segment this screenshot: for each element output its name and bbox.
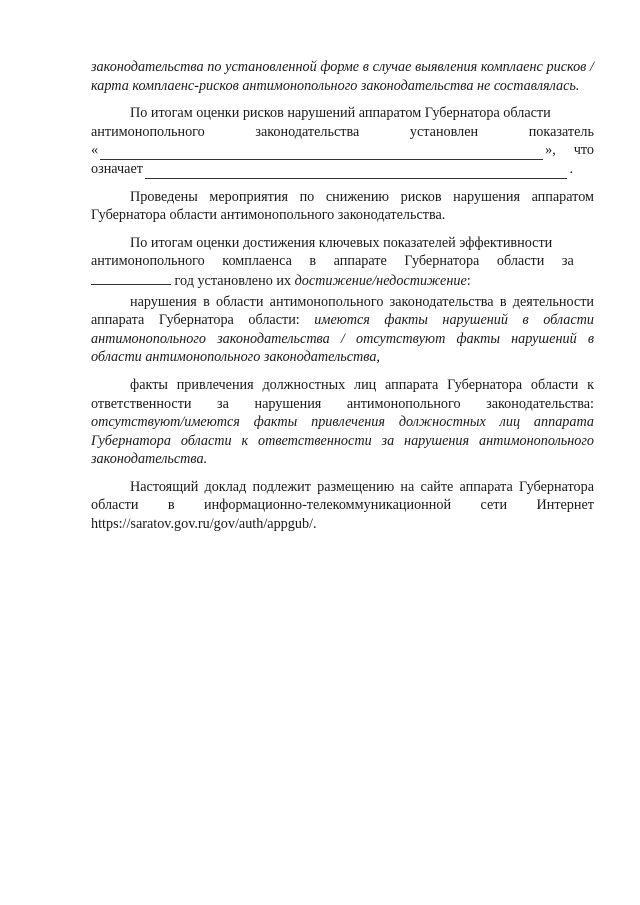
kpi-line-3 bbox=[91, 271, 594, 291]
paragraph-risk-assessment bbox=[91, 104, 594, 178]
paragraph-publication: Настоящий доклад подлежит размещению на сайте аппарата Губернатора области в информационно-телекоммуникационной сети Интернет https://saratov.gov.ru/gov/auth/appgub/. bbox=[91, 478, 594, 533]
paragraph-kpi bbox=[91, 234, 594, 291]
violations-text: нарушения в области антимонопольного законодательства в деятельности аппарата Губернатора области: bbox=[91, 293, 594, 329]
paragraph-liability bbox=[91, 376, 594, 469]
risk-assessment-line-1: По итогам оценки рисков нарушений аппаратом Губернатора области bbox=[130, 105, 551, 122]
paragraph-violations bbox=[91, 293, 594, 367]
paragraph-compliance-risks: законодательства по установленной форме в случае выявления комплаенс рисков / карта комплаенс-рисков антимонопольного законодательства не составлялась. bbox=[91, 59, 594, 94]
word-legislation: законодательства bbox=[255, 123, 360, 140]
period: . bbox=[569, 160, 573, 177]
kpi-line-1: По итогам оценки достижения ключевых показателей эффективности bbox=[130, 234, 553, 251]
paragraph-measures: Проведены мероприятия по снижению рисков нарушения аппаратом Губернатора области антимонопольного законодательства. bbox=[91, 188, 594, 224]
quote-close: », bbox=[545, 142, 556, 159]
risk-assessment-line-2 bbox=[91, 123, 594, 142]
kpi-achievement: достижение/недостижение bbox=[294, 272, 467, 289]
kpi-line-2-text: антимонопольного комплаенса в аппарате Губернатора области за bbox=[91, 253, 574, 270]
risk-assessment-line-4 bbox=[91, 160, 573, 179]
word-that: что bbox=[573, 142, 594, 159]
word-established: установлен bbox=[409, 123, 479, 140]
quote-open: « bbox=[91, 142, 99, 159]
kpi-colon: : bbox=[466, 272, 471, 289]
year-blank-field[interactable] bbox=[91, 271, 171, 285]
kpi-line-2 bbox=[91, 252, 594, 271]
liability-text: факты привлечения должностных лиц аппарата Губернатора области к ответственности за нарушения антимонопольного законодательства: bbox=[91, 376, 594, 412]
liability-status: отсутствуют/имеются факты привлечения должностных лиц аппарата Губернатора области к ответственности за нарушения антимонопольного законодательства. bbox=[91, 414, 594, 468]
indicator-blank-field[interactable] bbox=[100, 146, 543, 160]
meaning-blank-field[interactable] bbox=[145, 165, 568, 179]
document-body bbox=[91, 58, 594, 534]
word-antimonopoly: антимонопольного bbox=[91, 123, 205, 140]
word-indicator: показатель bbox=[528, 123, 594, 140]
risk-assessment-line-3 bbox=[91, 141, 594, 160]
word-means: означает bbox=[91, 160, 143, 177]
kpi-line-3-text: год установлено их bbox=[174, 272, 292, 289]
violations-status: имеются факты нарушений в области антимонопольного законодательства / отсутствуют факты нарушений в области антимонопольного законодательства, bbox=[91, 312, 595, 366]
